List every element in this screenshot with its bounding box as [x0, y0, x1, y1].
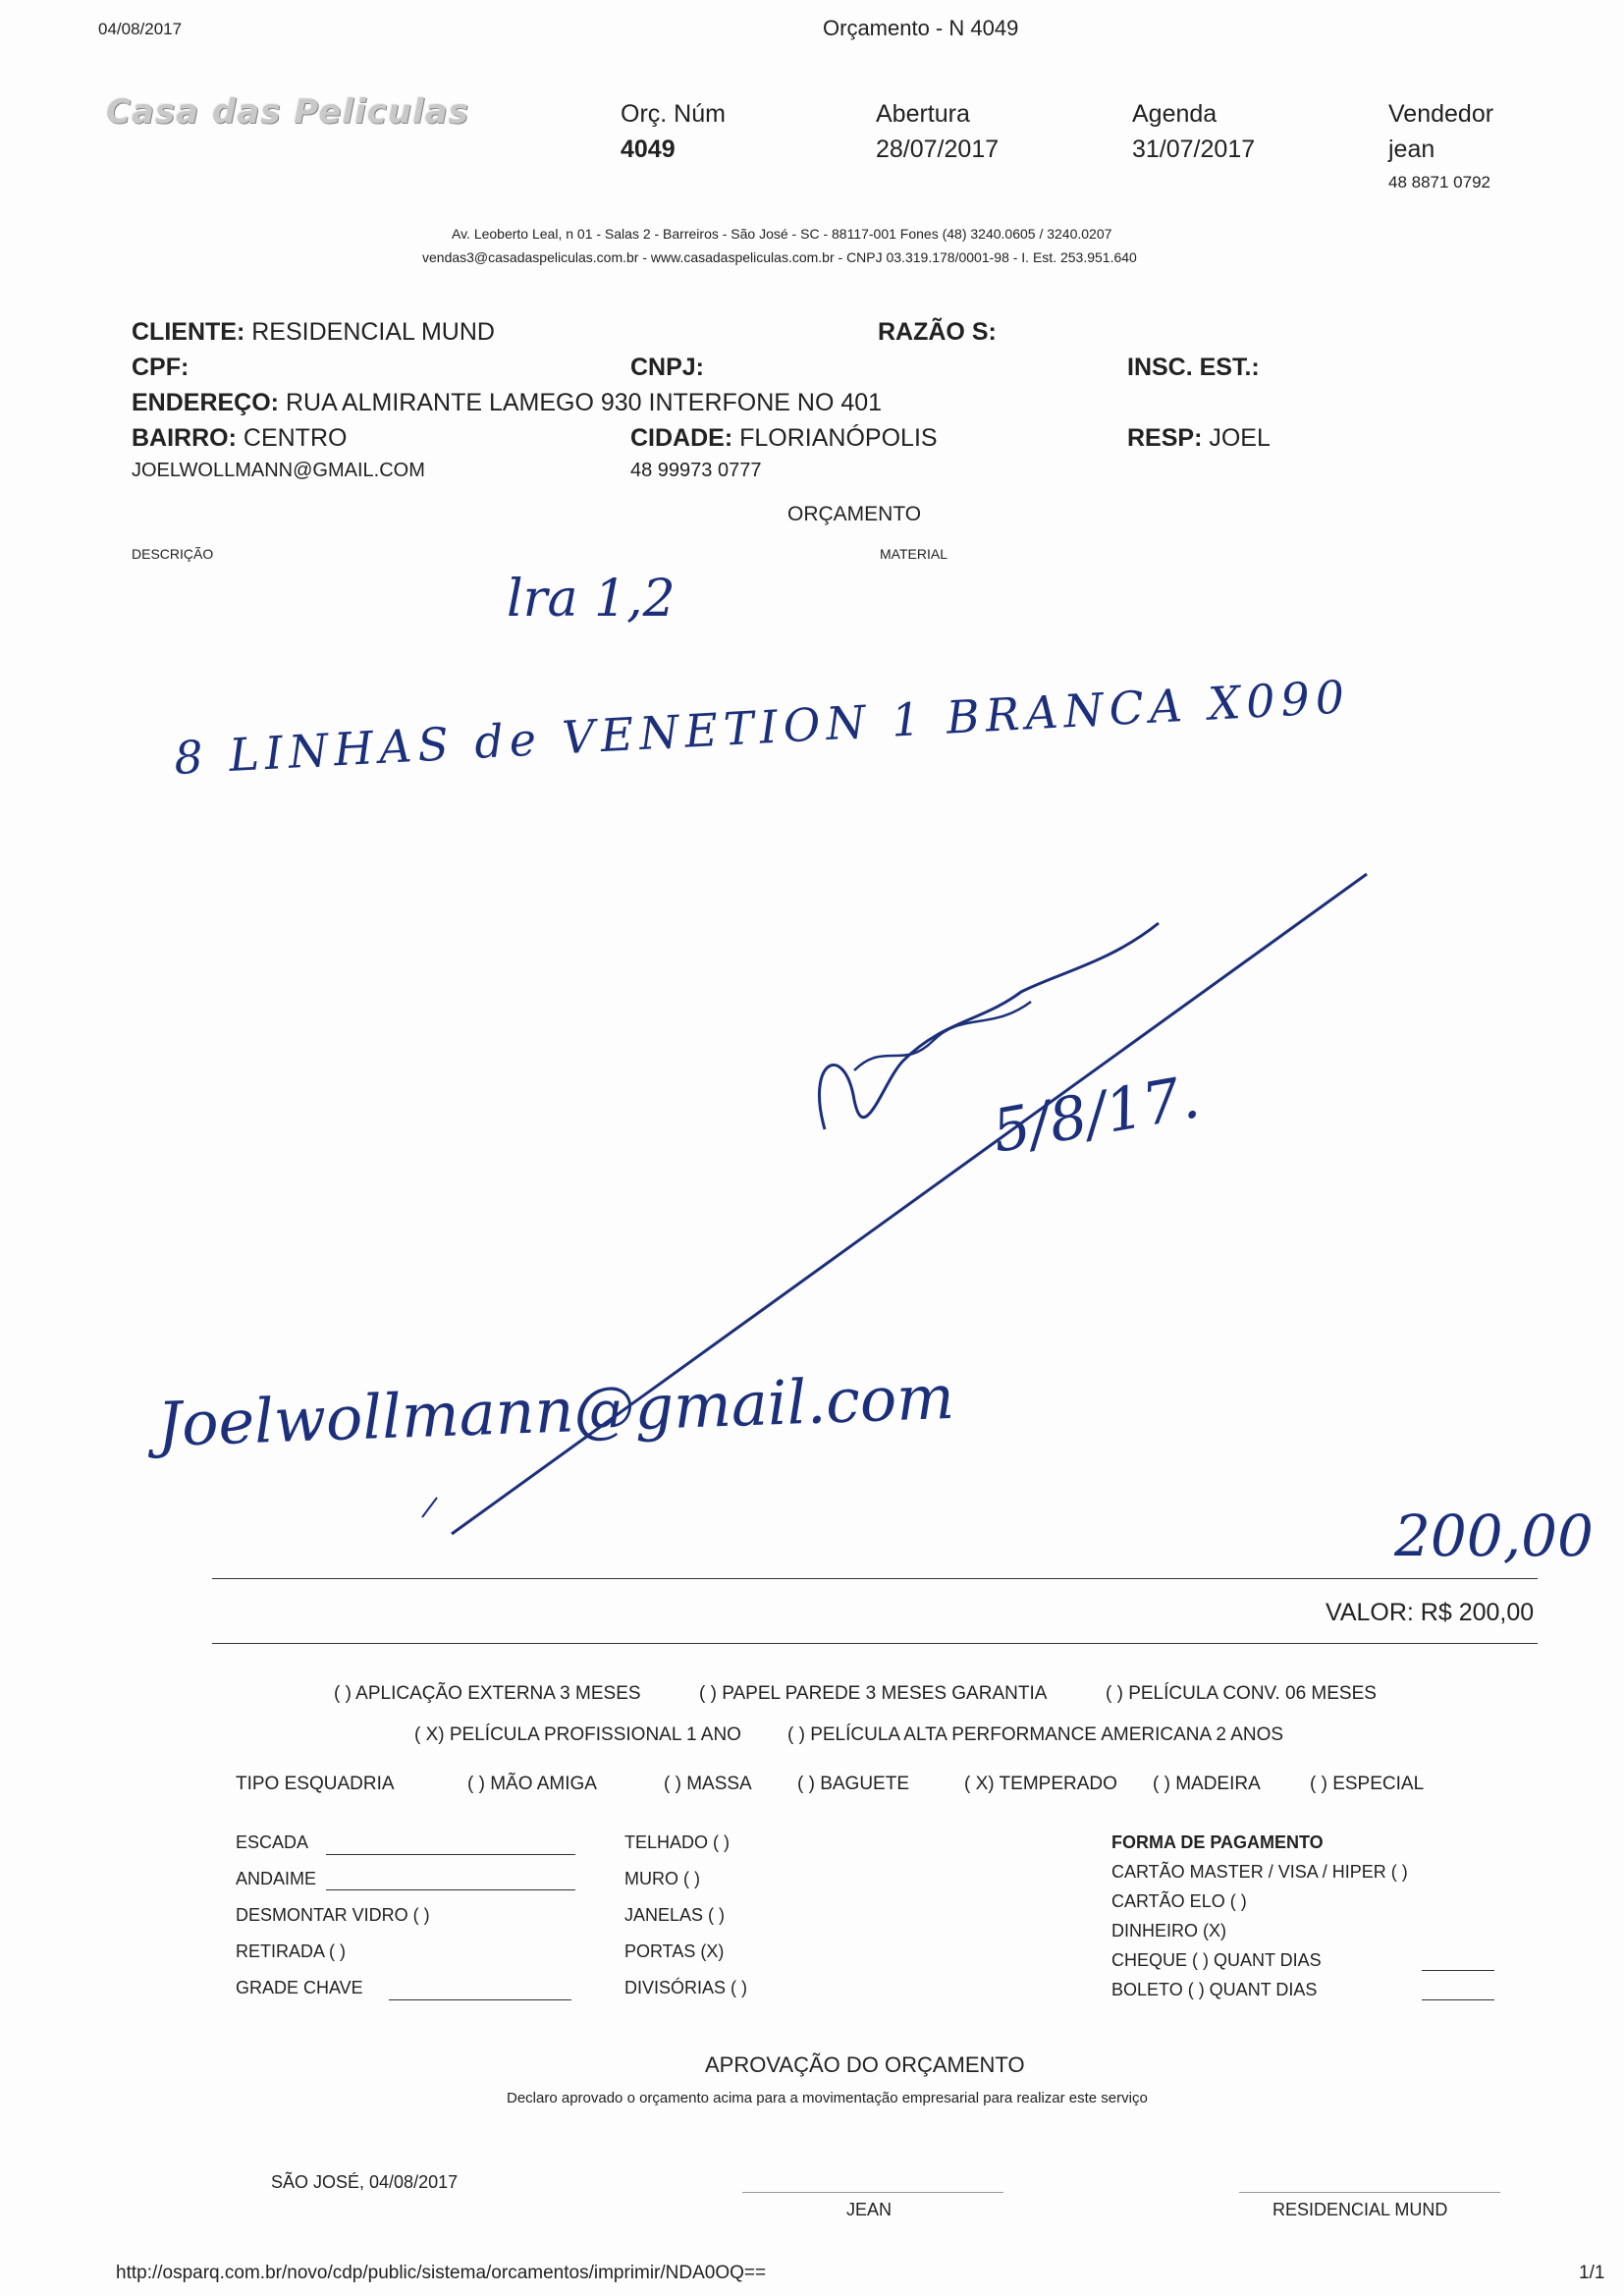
- option-pelicula-conv: ( ) PELÍCULA CONV. 06 MESES: [1106, 1683, 1377, 1704]
- approval-place-date: SÃO JOSÉ, 04/08/2017: [271, 2172, 459, 2192]
- payment-cartao-master: CARTÃO MASTER / VISA / HIPER ( ): [1111, 1862, 1408, 1882]
- agenda-value: 31/07/2017: [1132, 136, 1256, 163]
- client-resp: RESP: JOEL: [1127, 424, 1271, 452]
- client-bairro: BAIRRO: CENTRO: [132, 424, 348, 452]
- option-aplicacao-externa: ( ) APLICAÇÃO EXTERNA 3 MESES: [334, 1683, 641, 1704]
- service-grade-chave: GRADE CHAVE: [236, 1978, 363, 1997]
- signature-jean: JEAN: [846, 2200, 893, 2219]
- service-escada: ESCADA: [236, 1832, 309, 1852]
- print-date: 04/08/2017: [98, 20, 183, 38]
- signature-date: 5/8/17.: [987, 1063, 1205, 1167]
- payment-cartao-elo: CARTÃO ELO ( ): [1111, 1891, 1247, 1911]
- abertura-value: 28/07/2017: [876, 136, 1000, 163]
- service-muro: MURO ( ): [624, 1869, 700, 1888]
- handwritten-note: lra 1,2: [507, 570, 676, 629]
- orc-value: 4049: [621, 136, 676, 163]
- tipo-mao-amiga: ( ) MÃO AMIGA: [467, 1774, 597, 1794]
- option-pelicula-profissional: ( X) PELÍCULA PROFISSIONAL 1 ANO: [414, 1724, 741, 1745]
- tipo-esquadria-label: TIPO ESQUADRIA: [236, 1774, 395, 1794]
- client-name: CLIENTE: RESIDENCIAL MUND: [132, 318, 495, 346]
- approval-text: Declaro aprovado o orçamento acima para a movimentação empresarial para realizar este serviço: [507, 2090, 1148, 2106]
- service-telhado: TELHADO ( ): [624, 1832, 731, 1852]
- payment-dinheiro: DINHEIRO (X): [1111, 1921, 1226, 1941]
- client-email: JOELWOLLMANN@GMAIL.COM: [132, 460, 425, 481]
- boleto-days-line: [1422, 1999, 1494, 2000]
- tipo-baguete: ( ) BAGUETE: [797, 1774, 910, 1794]
- payment-boleto: BOLETO ( ) QUANT DIAS: [1111, 1980, 1318, 1999]
- sig2-line: [1239, 2192, 1500, 2193]
- abertura-label: Abertura: [876, 100, 970, 128]
- vendedor-label: Vendedor: [1388, 100, 1494, 128]
- service-andaime: ANDAIME: [236, 1869, 317, 1888]
- orc-label: Orç. Núm: [621, 100, 726, 128]
- sig1-line: [742, 2192, 1003, 2193]
- payment-title: FORMA DE PAGAMENTO: [1111, 1832, 1324, 1852]
- tipo-especial: ( ) ESPECIAL: [1310, 1774, 1425, 1794]
- agenda-label: Agenda: [1132, 100, 1218, 128]
- insc-label: INSC. EST.:: [1127, 354, 1260, 381]
- handwritten-amount: 200,00: [1394, 1503, 1594, 1569]
- approval-title: APROVAÇÃO DO ORÇAMENTO: [705, 2052, 1025, 2077]
- total-line-bottom: [212, 1643, 1538, 1644]
- tipo-temperado: ( X) TEMPERADO: [964, 1774, 1117, 1794]
- service-retirada: RETIRADA ( ): [236, 1941, 347, 1961]
- signature-client: RESIDENCIAL MUND: [1272, 2200, 1448, 2219]
- option-papel-parede: ( ) PAPEL PAREDE 3 MESES GARANTIA: [699, 1683, 1048, 1704]
- handwritten-email: Joelwollmann@gmail.com: [155, 1360, 956, 1461]
- service-desmontar-vidro: DESMONTAR VIDRO ( ): [236, 1905, 430, 1925]
- company-contact: vendas3@casadaspeliculas.com.br - www.casadaspeliculas.com.br - CNPJ 03.319.178/0001-98 - I. Est. 253.951.640: [422, 249, 1137, 265]
- vendedor-value: jean: [1388, 136, 1435, 163]
- service-janelas: JANELAS ( ): [624, 1905, 726, 1925]
- company-logo: Casa das Peliculas: [106, 92, 469, 132]
- tipo-massa: ( ) MASSA: [664, 1774, 752, 1794]
- valor-total: VALOR: R$ 200,00: [1326, 1599, 1535, 1626]
- service-portas: PORTAS (X): [624, 1941, 725, 1961]
- payment-cheque: CHEQUE ( ) QUANT DIAS: [1111, 1950, 1322, 1970]
- footer-page: 1/1: [1579, 2263, 1605, 2283]
- material-label: MATERIAL: [880, 546, 947, 562]
- company-address: Av. Leoberto Leal, n 01 - Salas 2 - Barreiros - São José - SC - 88117-001 Fones (48) 3240.0605 / 3240.0207: [452, 226, 1112, 242]
- total-line-top: [212, 1578, 1538, 1579]
- cheque-days-line: [1422, 1970, 1494, 1971]
- option-pelicula-alta-performance: ( ) PELÍCULA ALTA PERFORMANCE AMERICANA 2 ANOS: [787, 1724, 1284, 1745]
- footer-url: http://osparq.com.br/novo/cdp/public/sistema/orcamentos/imprimir/NDA0OQ==: [116, 2263, 767, 2283]
- client-cidade: CIDADE: FLORIANÓPOLIS: [630, 424, 938, 452]
- escada-line: [326, 1854, 575, 1855]
- vendedor-phone: 48 8871 0792: [1388, 173, 1490, 191]
- service-divisorias: DIVISÓRIAS ( ): [624, 1978, 748, 1997]
- print-title: Orçamento - N 4049: [823, 16, 1019, 40]
- descricao-label: DESCRIÇÃO: [132, 546, 214, 562]
- handwritten-description: 8 LINHAS de VENETION 1 BRANCA X090: [173, 670, 1352, 785]
- andaime-line: [326, 1889, 575, 1890]
- cpf-label: CPF:: [132, 354, 189, 381]
- razao-label: RAZÃO S:: [878, 318, 997, 346]
- tipo-madeira: ( ) MADEIRA: [1153, 1774, 1261, 1794]
- cnpj-label: CNPJ:: [630, 354, 705, 381]
- budget-title: ORÇAMENTO: [787, 503, 922, 525]
- grade-chave-line: [389, 1999, 571, 2000]
- client-address: ENDEREÇO: RUA ALMIRANTE LAMEGO 930 INTERFONE NO 401: [132, 389, 883, 416]
- client-phone: 48 99973 0777: [630, 460, 762, 481]
